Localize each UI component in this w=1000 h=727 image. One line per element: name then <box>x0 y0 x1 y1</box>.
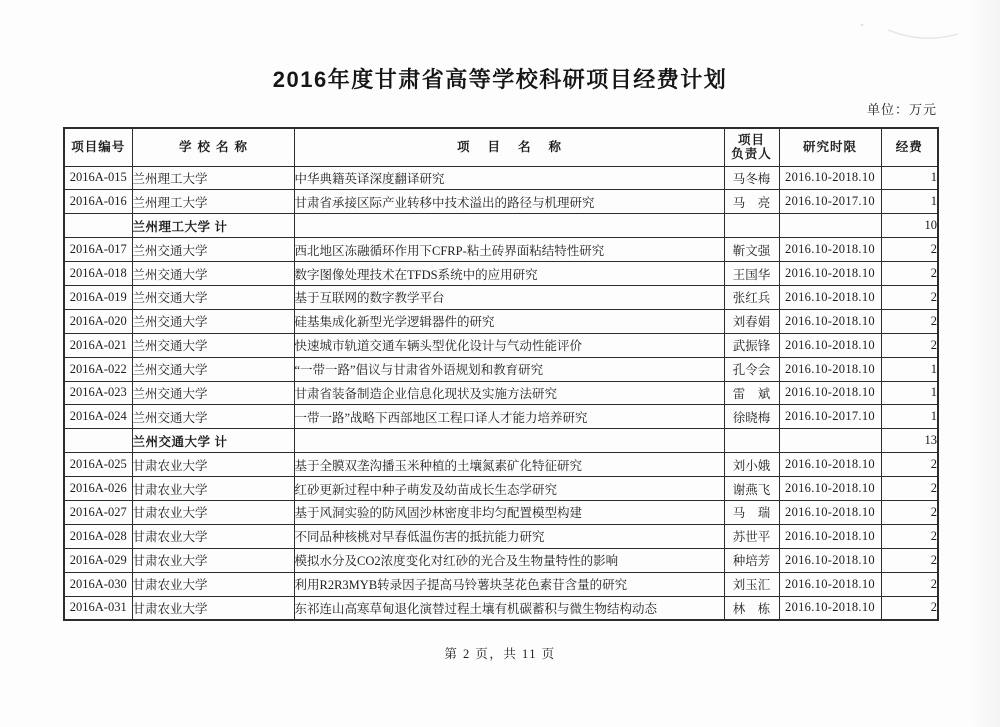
cell-project-name: 一带一路”战略下西部地区工程口译人才能力培养研究 <box>294 405 724 429</box>
cell-leader <box>724 429 779 453</box>
cell-project-name: 基于全膜双垄沟播玉米种植的土壤氮素矿化特征研究 <box>294 453 724 477</box>
cell-project-name: 硅基集成化新型光学逻辑器件的研究 <box>294 309 724 333</box>
cell-fund: 1 <box>881 190 938 214</box>
cell-leader <box>724 214 779 238</box>
table-row <box>64 190 938 214</box>
col-header-leader-line1: 项目 <box>737 132 765 147</box>
table-row <box>64 309 938 333</box>
cell-project-no: 2016A-018 <box>64 262 132 286</box>
cell-project-name: 红砂更新过程中种子萌发及幼苗成长生态学研究 <box>294 477 724 501</box>
cell-leader: 雷 斌 <box>724 381 779 405</box>
cell-project-no: 2016A-025 <box>64 453 132 477</box>
table-row <box>64 477 938 501</box>
table-row <box>64 405 938 429</box>
cell-fund: 2 <box>881 524 938 548</box>
table-row <box>64 357 938 381</box>
cell-project-no: 2016A-024 <box>64 405 132 429</box>
cell-school: 兰州交通大学 <box>132 309 294 333</box>
cell-period: 2016.10-2018.10 <box>779 548 881 572</box>
cell-project-name: 基于互联网的数字教学平台 <box>294 285 724 309</box>
col-header-leader-line2: 负责人 <box>731 147 772 162</box>
cell-school: 甘肃农业大学 <box>132 596 294 620</box>
cell-school: 甘肃农业大学 <box>132 453 294 477</box>
table-row <box>64 572 938 596</box>
cell-project-no: 2016A-016 <box>64 190 132 214</box>
cell-fund: 2 <box>881 309 938 333</box>
cell-fund: 2 <box>881 453 938 477</box>
table-row <box>64 238 938 262</box>
cell-project-name: 模拟水分及CO2浓度变化对红砂的光合及生物量特性的影响 <box>294 548 724 572</box>
cell-project-no <box>64 214 132 238</box>
cell-project-no <box>64 429 132 453</box>
table-body <box>64 166 938 620</box>
col-header-fund: 经费 <box>881 128 938 166</box>
cell-period: 2016.10-2018.10 <box>779 524 881 548</box>
cell-fund: 13 <box>881 429 938 453</box>
cell-leader: 刘春娟 <box>724 309 779 333</box>
cell-leader: 孔令会 <box>724 357 779 381</box>
cell-school: 兰州交通大学 <box>132 381 294 405</box>
cell-period: 2016.10-2018.10 <box>779 453 881 477</box>
cell-period: 2016.10-2018.10 <box>779 477 881 501</box>
cell-project-no: 2016A-031 <box>64 596 132 620</box>
cell-project-name: 甘肃省装备制造企业信息化现状及实施方法研究 <box>294 381 724 405</box>
cell-project-no: 2016A-030 <box>64 572 132 596</box>
cell-leader: 王国华 <box>724 262 779 286</box>
cell-project-no: 2016A-020 <box>64 309 132 333</box>
cell-leader: 苏世平 <box>724 524 779 548</box>
cell-leader: 马 亮 <box>724 190 779 214</box>
cell-project-no: 2016A-028 <box>64 524 132 548</box>
table-row <box>64 214 938 238</box>
cell-leader: 谢燕飞 <box>724 477 779 501</box>
col-header-project-name: 项目名称 <box>294 128 724 166</box>
cell-leader: 靳文强 <box>724 238 779 262</box>
table-row <box>64 596 938 620</box>
cell-fund: 2 <box>881 238 938 262</box>
cell-project-name: 西北地区冻融循环作用下CFRP-粘土砖界面粘结特性研究 <box>294 238 724 262</box>
cell-project-name <box>294 214 724 238</box>
cell-period <box>779 429 881 453</box>
cell-fund: 1 <box>881 381 938 405</box>
cell-school: 甘肃农业大学 <box>132 500 294 524</box>
table-row <box>64 524 938 548</box>
cell-leader: 武振锋 <box>724 333 779 357</box>
cell-school: 兰州交通大学 <box>132 405 294 429</box>
cell-period: 2016.10-2018.10 <box>779 333 881 357</box>
page-footer: 第 2 页，共 11 页 <box>444 647 556 661</box>
cell-project-name: 东祁连山高寒草甸退化演替过程土壤有机碳蓄积与微生物结构动态 <box>294 596 724 620</box>
cell-project-name: 数字图像处理技术在TFDS系统中的应用研究 <box>294 262 724 286</box>
cell-project-name: 基于风洞实验的防风固沙林密度非均匀配置模型构建 <box>294 500 724 524</box>
cell-period: 2016.10-2018.10 <box>779 572 881 596</box>
table-header-row <box>64 128 938 166</box>
table-row <box>64 453 938 477</box>
cell-leader: 种培芳 <box>724 548 779 572</box>
unit-note: 单位：万元 <box>866 102 937 117</box>
cell-school: 兰州理工大学 <box>132 166 294 190</box>
col-header-project-no: 项目编号 <box>64 128 132 166</box>
cell-period: 2016.10-2018.10 <box>779 500 881 524</box>
cell-period: 2016.10-2018.10 <box>779 381 881 405</box>
cell-fund: 10 <box>881 214 938 238</box>
cell-leader: 徐晓梅 <box>724 405 779 429</box>
cell-project-name <box>294 429 724 453</box>
cell-fund: 2 <box>881 572 938 596</box>
cell-period: 2016.10-2018.10 <box>779 357 881 381</box>
cell-project-name: 甘肃省承接区际产业转移中技术溢出的路径与机理研究 <box>294 190 724 214</box>
table-row <box>64 262 938 286</box>
cell-project-name: 不同品种核桃对早春低温伤害的抵抗能力研究 <box>294 524 724 548</box>
cell-leader: 林 栋 <box>724 596 779 620</box>
table-row <box>64 500 938 524</box>
cell-period: 2016.10-2018.10 <box>779 285 881 309</box>
table-row <box>64 548 938 572</box>
cell-fund: 2 <box>881 477 938 501</box>
cell-period: 2016.10-2017.10 <box>779 190 881 214</box>
cell-school: 甘肃农业大学 <box>132 524 294 548</box>
cell-school: 兰州交通大学 <box>132 333 294 357</box>
cell-school: 兰州理工大学 <box>132 190 294 214</box>
cell-period: 2016.10-2018.10 <box>779 309 881 333</box>
cell-leader: 张红兵 <box>724 285 779 309</box>
cell-project-name: 快速城市轨道交通车辆头型优化设计与气动性能评价 <box>294 333 724 357</box>
col-header-school: 学校名称 <box>132 128 294 166</box>
table-row <box>64 429 938 453</box>
cell-project-no: 2016A-017 <box>64 238 132 262</box>
cell-fund: 2 <box>881 548 938 572</box>
cell-project-no: 2016A-029 <box>64 548 132 572</box>
cell-fund: 2 <box>881 500 938 524</box>
table-row <box>64 166 938 190</box>
cell-period: 2016.10-2018.10 <box>779 166 881 190</box>
cell-project-no: 2016A-027 <box>64 500 132 524</box>
cell-school: 兰州交通大学 <box>132 262 294 286</box>
cell-period: 2016.10-2018.10 <box>779 238 881 262</box>
cell-fund: 1 <box>881 357 938 381</box>
cell-fund: 2 <box>881 333 938 357</box>
cell-leader: 刘小娥 <box>724 453 779 477</box>
cell-school: 兰州交通大学 计 <box>132 429 294 453</box>
cell-fund: 2 <box>881 285 938 309</box>
cell-project-no: 2016A-021 <box>64 333 132 357</box>
cell-fund: 2 <box>881 262 938 286</box>
cell-fund: 1 <box>881 405 938 429</box>
cell-school: 兰州交通大学 <box>132 357 294 381</box>
cell-project-no: 2016A-022 <box>64 357 132 381</box>
cell-project-name: 利用R2R3MYB转录因子提高马铃薯块茎花色素苷含量的研究 <box>294 572 724 596</box>
funding-table <box>63 127 939 621</box>
cell-fund: 1 <box>881 166 938 190</box>
col-header-period: 研究时限 <box>779 128 881 166</box>
table-row <box>64 285 938 309</box>
cell-project-name: “一带一路”倡议与甘肃省外语规划和教育研究 <box>294 357 724 381</box>
table-row <box>64 333 938 357</box>
cell-period: 2016.10-2018.10 <box>779 596 881 620</box>
cell-leader: 马 瑞 <box>724 500 779 524</box>
cell-project-no: 2016A-019 <box>64 285 132 309</box>
cell-fund: 2 <box>881 596 938 620</box>
cell-period: 2016.10-2017.10 <box>779 405 881 429</box>
cell-project-no: 2016A-023 <box>64 381 132 405</box>
col-header-leader <box>724 128 779 166</box>
cell-period <box>779 214 881 238</box>
cell-project-name: 中华典籍英译深度翻译研究 <box>294 166 724 190</box>
page-title: 2016年度甘肃省高等学校科研项目经费计划 <box>272 67 728 92</box>
cell-school: 甘肃农业大学 <box>132 477 294 501</box>
cell-period: 2016.10-2018.10 <box>779 262 881 286</box>
cell-school: 甘肃农业大学 <box>132 572 294 596</box>
cell-school: 兰州交通大学 <box>132 285 294 309</box>
table-row <box>64 381 938 405</box>
cell-leader: 刘玉汇 <box>724 572 779 596</box>
cell-project-no: 2016A-026 <box>64 477 132 501</box>
cell-school: 兰州交通大学 <box>132 238 294 262</box>
cell-school: 兰州理工大学 计 <box>132 214 294 238</box>
scan-smudge-artifact <box>840 12 980 62</box>
cell-leader: 马冬梅 <box>724 166 779 190</box>
cell-school: 甘肃农业大学 <box>132 548 294 572</box>
cell-project-no: 2016A-015 <box>64 166 132 190</box>
